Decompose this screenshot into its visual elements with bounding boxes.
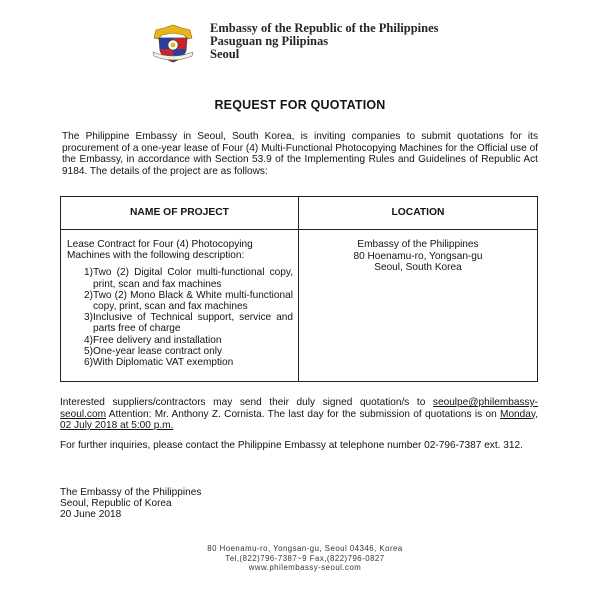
letterhead [210, 22, 439, 61]
project-table [60, 196, 538, 382]
list-item [67, 346, 293, 357]
letterhead-line3: Seoul [210, 47, 240, 61]
location-line: Embassy of the Philippines [357, 239, 479, 250]
item-text: One-year lease contract only [93, 345, 223, 357]
item-text: With Diplomatic VAT exemption [93, 357, 234, 369]
project-items-list [67, 267, 293, 368]
item-text: Two (2) Mono Black & White multi-functional copy, print, scan and fax machines [93, 289, 293, 313]
location-line: Seoul, South Korea [374, 262, 462, 273]
letterhead-line1: Embassy of the Republic of the Philippines [210, 21, 439, 35]
letterhead-line2: Pasuguan ng Pilipinas [210, 34, 329, 48]
list-item [67, 290, 293, 312]
header-location: LOCATION [391, 207, 445, 218]
project-lead: Lease Contract for Four (4) Photocopying Machines with the following description: [67, 239, 253, 262]
list-item [67, 267, 293, 289]
footer-phone: Tel,(822)796-7387~9 Fax,(822)796-0827 [225, 553, 385, 563]
footer-address: 80 Hoenamu-ro, Yongsan-gu, Seoul 04346, Korea [207, 544, 403, 553]
footer [130, 544, 480, 573]
item-number: 1 ) [84, 267, 93, 278]
submission-text: Interested suppliers/contractors may send their duly signed quotation/s to [60, 397, 433, 408]
inquiries-paragraph: For further inquiries, please contact the Philippine Embassy at telephone number 02-796-7387 ext. 312. [60, 440, 523, 451]
item-text: Inclusive of Technical support, service and parts free of charge [93, 312, 293, 335]
signoff-line: The Embassy of the Philippines [60, 487, 202, 498]
item-number: 4 ) [84, 335, 93, 346]
item-number: 5 ) [84, 346, 93, 357]
deadline-text: Monday, 02 July 2018 at 5:00 p.m. [60, 408, 538, 432]
signoff-line: Seoul, Republic of Korea [60, 498, 172, 510]
list-item [67, 335, 293, 346]
signoff-date: 20 June 2018 [60, 509, 122, 521]
location-line: 80 Hoenamu-ro, Yongsan-gu [353, 250, 483, 262]
item-text: Two (2) Digital Color multi-functional copy, print, scan and fax machines [93, 267, 293, 290]
project-cell [67, 239, 293, 368]
list-item [67, 312, 293, 334]
item-text: Free delivery and installation [93, 334, 222, 346]
item-number: 3 ) [84, 312, 93, 323]
signoff [60, 487, 201, 521]
table-divider [298, 197, 299, 381]
list-item [67, 357, 293, 368]
document-title: REQUEST FOR QUOTATION [214, 98, 386, 112]
footer-website[interactable]: www.philembassy-seoul.com [248, 563, 362, 573]
item-number: 6 ) [84, 357, 93, 368]
location-cell [299, 239, 537, 274]
intro-paragraph: The Philippine Embassy in Seoul, South Korea, is inviting companies to submit quotations for its procurement of a one-year lease of Four (4) Multi-Functional Photocopying Machines for the Official use of the Embassy, in accordance with Section 53.9 of the Implementing Rules and Guidelines of Republic Act 9184. The details of the project are as follows: [62, 131, 538, 177]
philippine-seal-icon [150, 18, 196, 64]
email-link[interactable]: seoulpe@philembassy-seoul.com [60, 397, 538, 420]
submission-text: Attention: Mr. Anthony Z. Cornista. The last day for the submission of quotations is on [106, 408, 501, 420]
item-number: 2 ) [84, 290, 93, 301]
header-name-of-project: NAME OF PROJECT [130, 207, 229, 218]
submission-paragraph [60, 397, 538, 432]
